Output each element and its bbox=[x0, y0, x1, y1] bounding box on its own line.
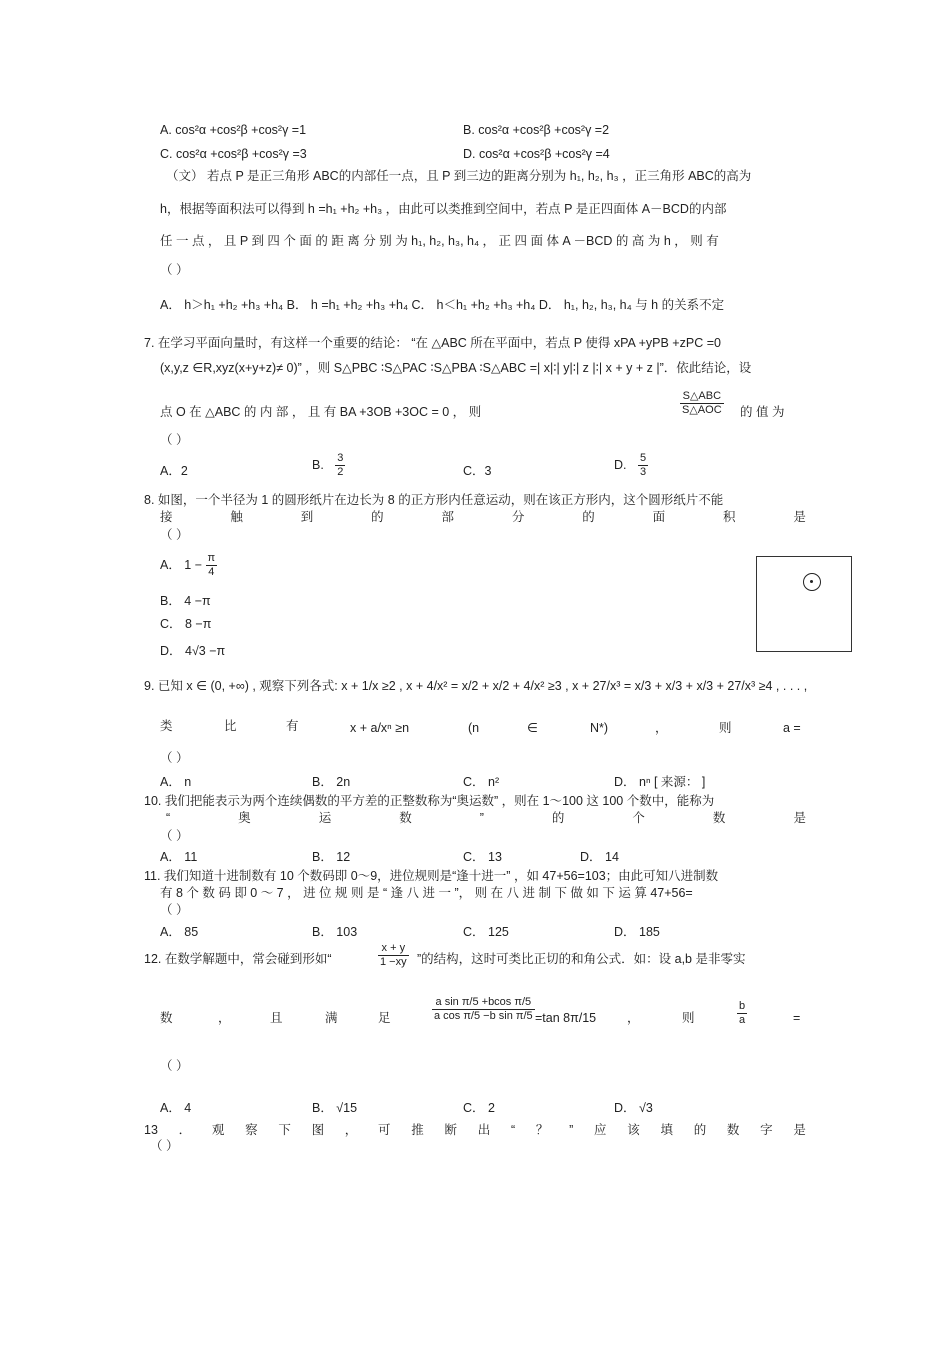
q9-option-d: D． nⁿ [ 来源： ] bbox=[614, 775, 706, 789]
q12-line1-end: ”的结构，这时可类比正切的和角公式．如：设 a,b 是非零实 bbox=[417, 952, 746, 966]
q9-option-c: C． n² bbox=[463, 775, 500, 789]
circle-paper-figure bbox=[803, 573, 821, 591]
q8-char: 部 bbox=[441, 510, 455, 524]
q13-char: 字 bbox=[760, 1123, 773, 1137]
q6-paren: （ ） bbox=[160, 263, 189, 277]
q12-condition-fraction bbox=[432, 996, 535, 1023]
q13-char: ” bbox=[569, 1123, 574, 1137]
q8-char: 是 bbox=[793, 510, 806, 524]
q11-paren: （ ） bbox=[160, 903, 189, 917]
q12-structure-den: 1 −xy bbox=[380, 956, 407, 968]
q7-option-d-label: D. bbox=[614, 457, 627, 472]
q12-word: 数 bbox=[160, 1011, 173, 1025]
q13-char: 的 bbox=[693, 1123, 707, 1137]
q8-option-a-num: π bbox=[207, 552, 216, 564]
q13-char: 13 bbox=[144, 1123, 158, 1137]
q9-word: ， bbox=[655, 721, 668, 735]
q12-line1-start: 12. 在数学解题中，常会碰到形如“ bbox=[144, 952, 332, 966]
q9-paren: （ ） bbox=[160, 751, 189, 765]
q12-word: ， bbox=[218, 1011, 231, 1025]
q7-option-a: A．2 bbox=[160, 464, 188, 478]
q6-wen-options: A． h＞h₁ +h₂ +h₃ +h₄ B． h =h₁ +h₂ +h₃ +h₄ C． h＜h₁ +h₂ +h₃ +h₄ D． h₁, h₂, h₃, h₄ 与 h 的关系不定 bbox=[160, 298, 725, 312]
q10-char: 数 bbox=[399, 811, 412, 825]
q13-char: 是 bbox=[793, 1123, 806, 1137]
q9-word: ∈ bbox=[527, 721, 538, 735]
q9-word: N*) bbox=[590, 721, 609, 735]
q13-char: 观 bbox=[211, 1123, 225, 1137]
q12-condition-num: a sin π/5 +bcos π/5 bbox=[432, 996, 535, 1010]
q11-option-c: C． 125 bbox=[463, 925, 509, 939]
q12-option-a: A． 4 bbox=[160, 1101, 192, 1115]
q7-option-d bbox=[614, 452, 648, 479]
q12-paren: （ ） bbox=[160, 1059, 189, 1073]
q7-option-d-den: 3 bbox=[639, 466, 647, 478]
q10-char: 数 bbox=[712, 811, 726, 825]
q7-frac-denominator: S△AOC bbox=[682, 404, 722, 416]
q8-option-a bbox=[160, 552, 217, 579]
q12-ratio-den: a bbox=[739, 1014, 746, 1026]
q9-option-b: B． 2n bbox=[312, 775, 351, 789]
q13-char: ． bbox=[178, 1123, 192, 1137]
q13-line1 bbox=[144, 1122, 806, 1138]
q7-option-b-den: 2 bbox=[337, 466, 344, 478]
q10-char: ” bbox=[479, 811, 484, 825]
q10-line2 bbox=[166, 810, 806, 826]
q6-option-b: B. cos²α +cos²β +cos²γ =2 bbox=[463, 123, 610, 137]
q7-paren: （ ） bbox=[160, 433, 189, 447]
q6-wen-line1: （文） 若点 P 是正三角形 ABC的内部任一点，且 P 到三边的距离分别为 h₁, h₂, h₃ ，正三角形 ABC的高为 bbox=[166, 169, 752, 183]
q7-line2: (x,y,z ∈R,xyz(x+y+z)≠ 0)” ，则 S△PBC ∶S△PAC ∶S△PBA ∶S△ABC =| x|∶| y|∶| z |∶| x + y + z |”．依此结论，设 bbox=[160, 361, 752, 375]
q11-line2: 有 8 个 数 码 即 0 ～ 7 ， 进 位 规 则 是 “ 逢 八 进 一 ”， 则 在 八 进 制 下 做 如 下 运 算 47+56= bbox=[160, 886, 693, 900]
q10-line1: 10. 我们把能表示为两个连续偶数的平方差的正整数称为“奥运数” ，则在 1～100 这 100 个数中，能称为 bbox=[144, 794, 715, 808]
q12-option-d: D． √3 bbox=[614, 1101, 653, 1115]
q12-ratio-fraction bbox=[737, 1000, 747, 1027]
q10-char: “ bbox=[166, 811, 171, 825]
q9-word: (n bbox=[468, 721, 480, 735]
q10-char: 是 bbox=[793, 811, 806, 825]
q8-char: 面 bbox=[652, 510, 666, 524]
q13-char: 可 bbox=[378, 1123, 391, 1137]
q9-inequality: x + a/xⁿ ≥n bbox=[350, 721, 410, 735]
q13-char: 断 bbox=[444, 1123, 458, 1137]
q9-word: 比 bbox=[224, 719, 237, 733]
q10-char: 的 bbox=[551, 811, 565, 825]
q10-char: 个 bbox=[632, 811, 645, 825]
q13-char: 推 bbox=[411, 1123, 424, 1137]
q10-option-c: C． 13 bbox=[463, 850, 502, 864]
q6-option-a: A. cos²α +cos²β +cos²γ =1 bbox=[160, 123, 307, 137]
q8-option-a-den: 4 bbox=[208, 566, 215, 578]
q13-char: “ bbox=[510, 1123, 516, 1137]
q6-option-d: D. cos²α +cos²β +cos²γ =4 bbox=[463, 147, 610, 161]
q8-char: 触 bbox=[230, 510, 243, 524]
q8-paren: （ ） bbox=[160, 528, 189, 542]
q13-char: 图 bbox=[311, 1123, 325, 1137]
q11-option-b: B． 103 bbox=[312, 925, 358, 939]
q8-char: 积 bbox=[723, 510, 736, 524]
q7-ratio-fraction bbox=[680, 390, 724, 417]
q12-word: 且 bbox=[270, 1011, 283, 1025]
q12-word: ， bbox=[627, 1011, 640, 1025]
q12-word: 则 bbox=[682, 1011, 695, 1025]
q12-equals: = bbox=[793, 1011, 801, 1025]
q9-word: 则 bbox=[719, 721, 732, 735]
q11-option-a: A． 85 bbox=[160, 925, 199, 939]
q13-char: 出 bbox=[477, 1123, 491, 1137]
q9-option-a: A． n bbox=[160, 775, 192, 789]
q13-char: 下 bbox=[278, 1123, 291, 1137]
q8-char: 接 bbox=[160, 510, 173, 524]
q10-option-d: D． 14 bbox=[580, 850, 619, 864]
q6-wen-line3: 任 一 点 ， 且 P 到 四 个 面 的 距 离 分 别 为 h₁, h₂, h₃, h₄ ， 正 四 面 体 A －BCD 的 高 为 h ， 则 有 bbox=[160, 234, 719, 248]
q8-line2 bbox=[160, 509, 806, 525]
q7-option-c: C．3 bbox=[463, 464, 492, 478]
q10-char: 运 bbox=[318, 811, 332, 825]
q12-ratio-num: b bbox=[739, 1000, 746, 1012]
q12-option-c: C． 2 bbox=[463, 1101, 495, 1115]
q9-word: 类 bbox=[160, 719, 173, 733]
q8-char: 分 bbox=[511, 510, 525, 524]
q8-char: 到 bbox=[300, 510, 314, 524]
q12-option-b: B． √15 bbox=[312, 1101, 358, 1115]
q12-tan-value: =tan 8π/15 bbox=[535, 1011, 597, 1025]
q8-option-d: D． 4√3 −π bbox=[160, 644, 226, 658]
q8-option-a-label: A． 1 − bbox=[160, 557, 203, 572]
q10-option-b: B． 12 bbox=[312, 850, 351, 864]
q9-line1: 9. 已知 x ∈ (0, +∞) , 观察下列各式: x + 1/x ≥2 , x + 4/x² = x/2 + x/2 + 4/x² ≥3 , x + 27/x³ = x/3 + x/3 + x/3 + 27/x³ ≥4 , . . . , bbox=[144, 679, 808, 693]
q8-option-b: B． 4 −π bbox=[160, 594, 211, 608]
square-figure bbox=[756, 556, 852, 652]
q13-char: 察 bbox=[245, 1123, 258, 1137]
q13-char: 应 bbox=[593, 1123, 607, 1137]
q7-line3: 点 O 在 △ABC 的 内 部 ， 且 有 BA +3OB +3OC = 0 ， 则 bbox=[160, 405, 482, 419]
q7-line1: 7. 在学习平面向量时，有这样一个重要的结论： “在 △ABC 所在平面中，若点 P 使得 xPA +yPB +zPC =0 bbox=[144, 336, 721, 350]
q7-frac-numerator: S△ABC bbox=[680, 390, 724, 404]
q10-paren: （ ） bbox=[160, 829, 189, 843]
q13-char: 该 bbox=[627, 1123, 640, 1137]
q12-structure-num: x + y bbox=[378, 942, 409, 956]
q6-option-c: C. cos²α +cos²β +cos²γ =3 bbox=[160, 147, 307, 161]
q13-char: ？ bbox=[535, 1123, 549, 1137]
q13-char: 填 bbox=[660, 1123, 673, 1137]
q8-char: 的 bbox=[582, 510, 595, 524]
q7-line3-end: 的 值 为 bbox=[740, 405, 785, 419]
q8-char: 的 bbox=[371, 510, 384, 524]
q12-condition-den: a cos π/5 −b sin π/5 bbox=[434, 1010, 533, 1022]
q11-option-d: D． 185 bbox=[614, 925, 660, 939]
q9-word: a = bbox=[783, 721, 801, 735]
q6-wen-line2: h，根据等面积法可以得到 h =h₁ +h₂ +h₃ ，由此可以类推到空间中，若点 P 是正四面体 A－BCD的内部 bbox=[160, 202, 727, 216]
q12-word: 足 bbox=[378, 1011, 391, 1025]
q13-char: ， bbox=[344, 1123, 358, 1137]
q7-option-b-label: B. bbox=[312, 457, 324, 472]
q11-line1: 11. 我们知道十进制数有 10 个数码即 0～9，进位规则是“逢十进一” ，如 47+56=103；由此可知八进制数 bbox=[144, 869, 719, 883]
q13-char: 数 bbox=[726, 1123, 740, 1137]
q10-char: 奥 bbox=[238, 811, 251, 825]
q10-option-a: A． 11 bbox=[160, 850, 198, 864]
q9-word: 有 bbox=[286, 719, 299, 733]
q8-option-c: C． 8 −π bbox=[160, 617, 212, 631]
q12-structure-fraction bbox=[378, 942, 409, 969]
q12-word: 满 bbox=[325, 1011, 338, 1025]
q7-option-b bbox=[312, 452, 345, 479]
q7-option-b-num: 3 bbox=[337, 452, 344, 464]
q7-option-d-num: 5 bbox=[639, 452, 647, 464]
q8-line1: 8. 如图，一个半径为 1 的圆形纸片在边长为 8 的正方形内任意运动，则在该正方形内，这个圆形纸片不能 bbox=[144, 493, 724, 507]
q13-paren: （ ） bbox=[150, 1139, 179, 1153]
